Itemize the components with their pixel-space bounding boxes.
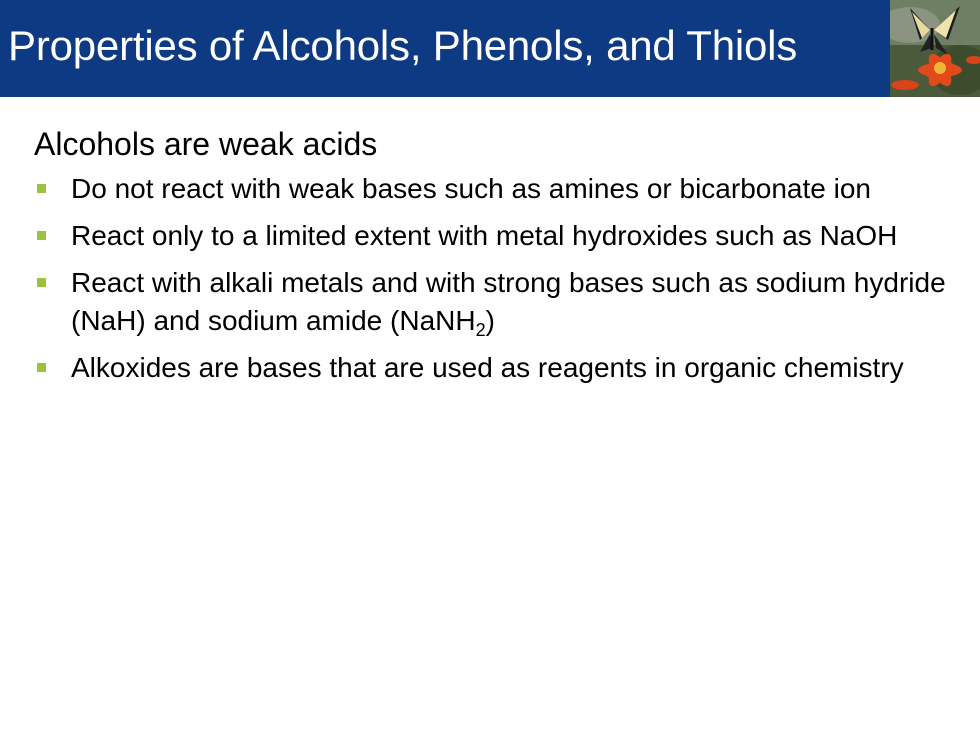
bullet-text-after: ) bbox=[485, 305, 495, 336]
bullet-text: Do not react with weak bases such as amines or bicarbonate ion bbox=[71, 173, 871, 204]
slide-title: Properties of Alcohols, Phenols, and Thiols bbox=[8, 22, 798, 69]
slide-body bbox=[34, 124, 954, 396]
bullet-text: Alkoxides are bases that are used as reagents in organic chemistry bbox=[71, 352, 904, 383]
subscript: 2 bbox=[475, 320, 486, 340]
bullet-item bbox=[34, 264, 954, 340]
bullet-square-icon bbox=[37, 363, 46, 372]
bullet-text-before: React with alkali metals and with strong bases such as sodium hydride (NaH) and sodium amide (NaNH bbox=[71, 267, 946, 336]
bullet-square-icon bbox=[37, 184, 46, 193]
section-heading: Alcohols are weak acids bbox=[34, 126, 378, 162]
bullet-text: React only to a limited extent with metal hydroxides such as NaOH bbox=[71, 220, 898, 251]
bullet-square-icon bbox=[37, 278, 46, 287]
bullet-list bbox=[34, 170, 954, 387]
bullet-item bbox=[34, 170, 954, 208]
title-bar bbox=[0, 0, 980, 97]
bullet-square-icon bbox=[37, 231, 46, 240]
bullet-item bbox=[34, 349, 954, 387]
bullet-item bbox=[34, 217, 954, 255]
butterfly-photo-icon bbox=[890, 0, 980, 97]
